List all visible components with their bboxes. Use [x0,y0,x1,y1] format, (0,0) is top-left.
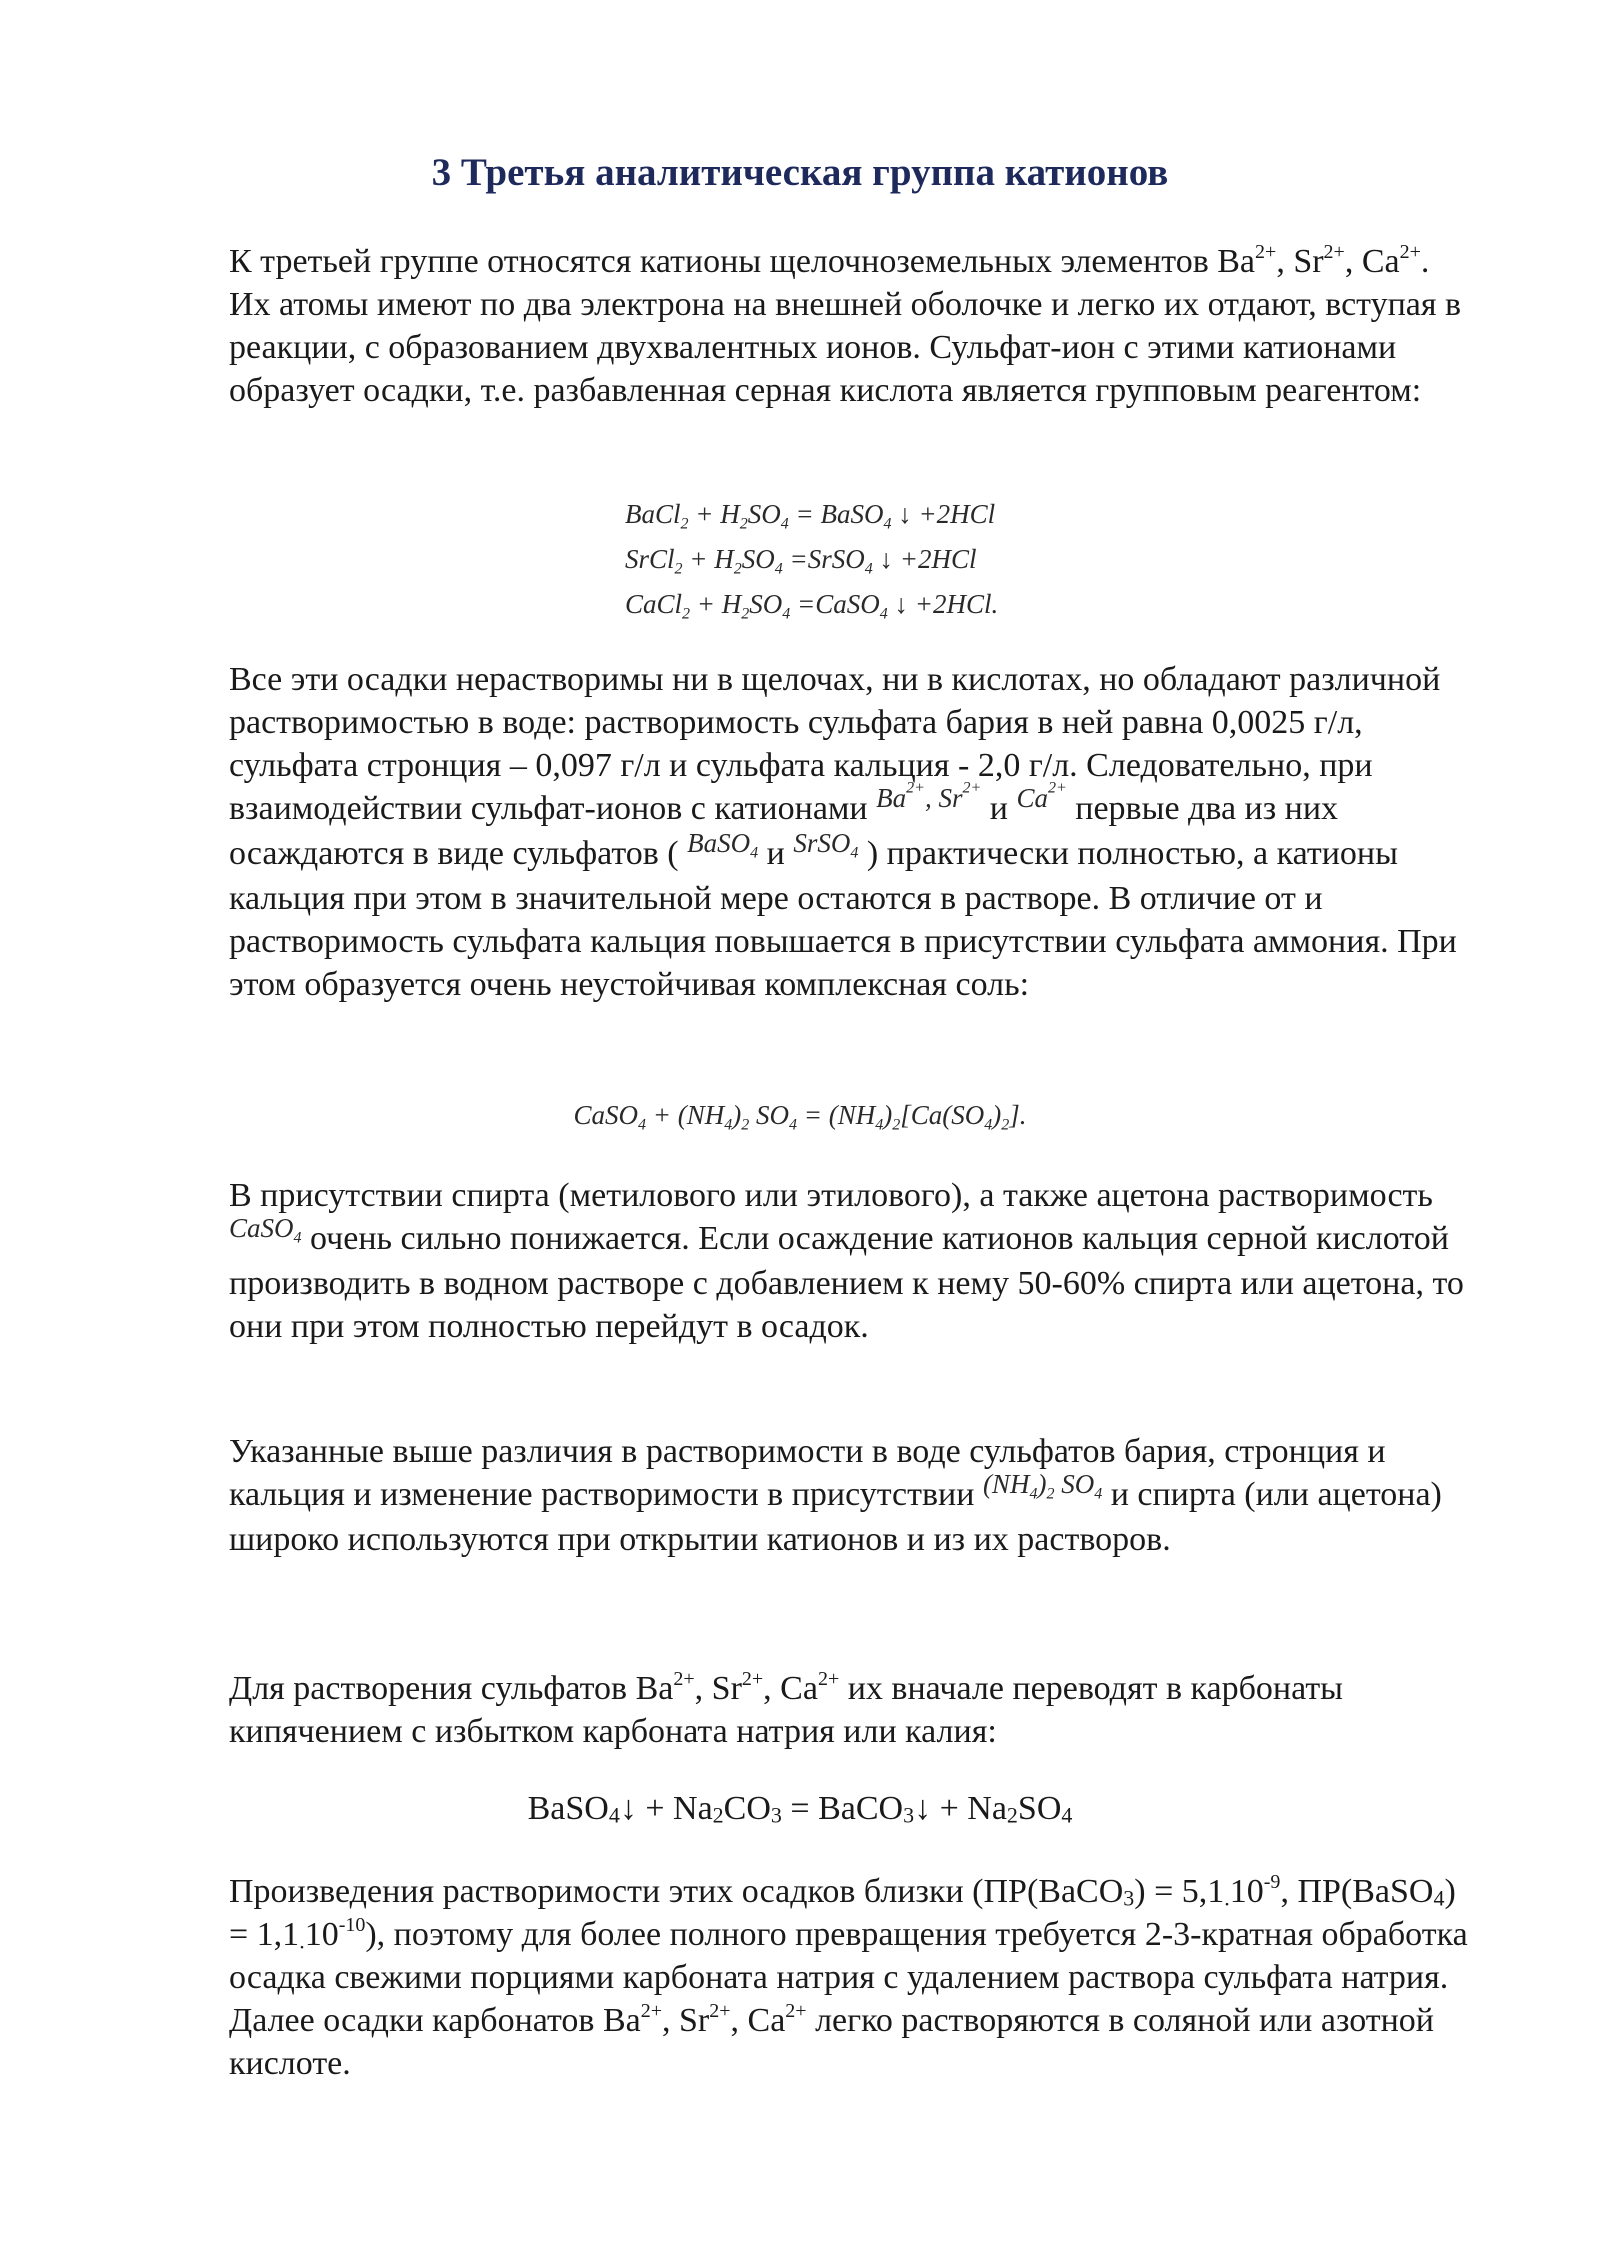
text-run: и [981,790,1017,827]
subscript: . [1224,1885,1230,1911]
text-run: Для растворения сульфатов Ba [229,1670,674,1707]
text-run: Указанные выше различия в растворимости в воде сульфатов бария, стронция и кальция и изменение растворимости в присутствии [229,1433,1386,1513]
paragraph-differences [229,1430,1479,1561]
equation-line: BaCl$_2$ + $H_2SO_4$ = BaSO$_4$ ↓ +2HCl [625,499,996,533]
text-run: , Ca [1344,243,1400,280]
subscript: . [299,1928,305,1954]
text-run: В присутствии спирта (метилового или этилового), а также ацетона растворимость [229,1177,1433,1214]
subscript: 3 [1123,1885,1135,1911]
superscript: 2+ [640,2000,662,2022]
text-run: 10 [304,1916,339,1953]
text-run: К третьей группе относятся катионы щелочноземельных элементов Ba [229,243,1256,280]
text-run: их вначале переводят в карбонаты кипячением с избытком карбоната натрия или калия: [229,1670,1344,1750]
text-run: Произведения растворимости этих осадков близки (ПР(BaCO [229,1873,1124,1910]
equation-line: SrCl$_2$ + $H_2SO_4$ =SrSO$_4$ ↓ +2HCl [625,544,977,578]
superscript: 2+ [1323,241,1345,263]
superscript: 2+ [817,1668,840,1690]
text-run: очень сильно понижается. Если осаждение катионов кальция серной кислотой производить в водном растворе с добавлением к нему 50-60% спирта или ацетона, то они при этом полностью перейдут в осадок. [229,1220,1464,1345]
math-inline: Ca2+ [1016,779,1067,813]
equation-complex-salt: CaSO$_4$ + $(NH_4)_2$ $SO_4 = (NH_4)_2[Ca(SO_4)_2]$. [573,1100,1027,1134]
text-run: ) практически полностью, а катионы кальция при этом в значительной мере остаются в растворе. В отличие от и растворимость сульфата кальция повышается в присутствии сульфата аммония. При этом образуется очень неустойчивая комплексная соль: [229,835,1457,1003]
subscript: 4 [1433,1885,1445,1911]
equation-carbonate: BaSO$_4$↓ + $Na_2CO_3$ = BaCO$_3$↓ + $Na_2SO_4$ [527,1790,1073,1828]
text-run: , ПР(BaSO [1280,1873,1434,1910]
text-run: . Их атомы имеют по два электрона на внешней оболочке и легко их отдают, вступая в реакции, с образованием двухвалентных ионов. Сульфат-ион с этими катионами образует осадки, т.е. разбавленная серная кислота является групповым реагентом: [229,243,1462,409]
paragraph-dissolution [229,1667,1479,1753]
equation-line: CaCl$_2$ + $H_2SO_4$ =CaSO$_4$ ↓ +2HCl. [625,589,999,623]
text-run: ) = 1,1 [229,1873,1456,1953]
superscript: 2+ [785,2000,807,2022]
text-run: Все эти осадки нерастворимы ни в щелочах, ни в кислотах, но обладают различной растворимостью в воде: растворимость сульфата бария в ней равна 0,0025 г/л, сульфата стронция – 0,097 г/л и сульфата кальция - 2,0 г/л. Следовательно, при взаимодействии сульфат-ионов с катионами [229,661,1441,827]
paragraph-alcohol [229,1174,1479,1348]
superscript: 2+ [673,1668,695,1690]
superscript: 2+ [709,2000,731,2022]
text-run: ), поэтому для более полного превращения требуется 2-3-кратная обработка осадка свежими порциями карбоната натрия с удалением раствора сульфата натрия. Далее осадки карбонатов Ba [229,1916,1468,2039]
text-run: легко растворяются в соляной или азотной кислоте. [229,2002,1435,2082]
text-run: , Sr [1276,243,1324,280]
math-inline: BaSO4 [687,828,759,862]
text-run: , Ca [730,2002,786,2039]
text-run: , Sr [694,1670,742,1707]
superscript: -10 [338,1914,366,1936]
equation-block-sulfates [625,492,998,627]
superscript: 2+ [741,1668,764,1690]
superscript: 2+ [1255,241,1277,263]
text-run: и [758,835,794,872]
paragraph-solubility [229,658,1479,1006]
math-inline: Ba2+, Sr2+ [876,779,982,813]
text-run: , Ca [763,1670,818,1707]
math-inline: CaSO4 [229,1213,302,1247]
superscript: -9 [1263,1871,1281,1893]
text-run: ) = 5,1 [1134,1873,1225,1910]
page-title: 3 Третья аналитическая группа катионов [431,151,1169,194]
superscript: 2+ [1399,241,1421,263]
text-run: и спирта (или ацетона) широко используются при открытии катионов и из их растворов. [229,1476,1442,1558]
text-run: , Sr [662,2002,710,2039]
math-inline: (NH4)2 SO4 [982,1469,1103,1503]
paragraph-intro [229,240,1479,412]
math-inline: SrSO4 [793,828,859,862]
text-run: 10 [1229,1873,1264,1910]
text-run: первые два из них осаждаются в виде сульфатов ( [229,790,1339,872]
paragraph-solubility-product [229,1870,1479,2085]
